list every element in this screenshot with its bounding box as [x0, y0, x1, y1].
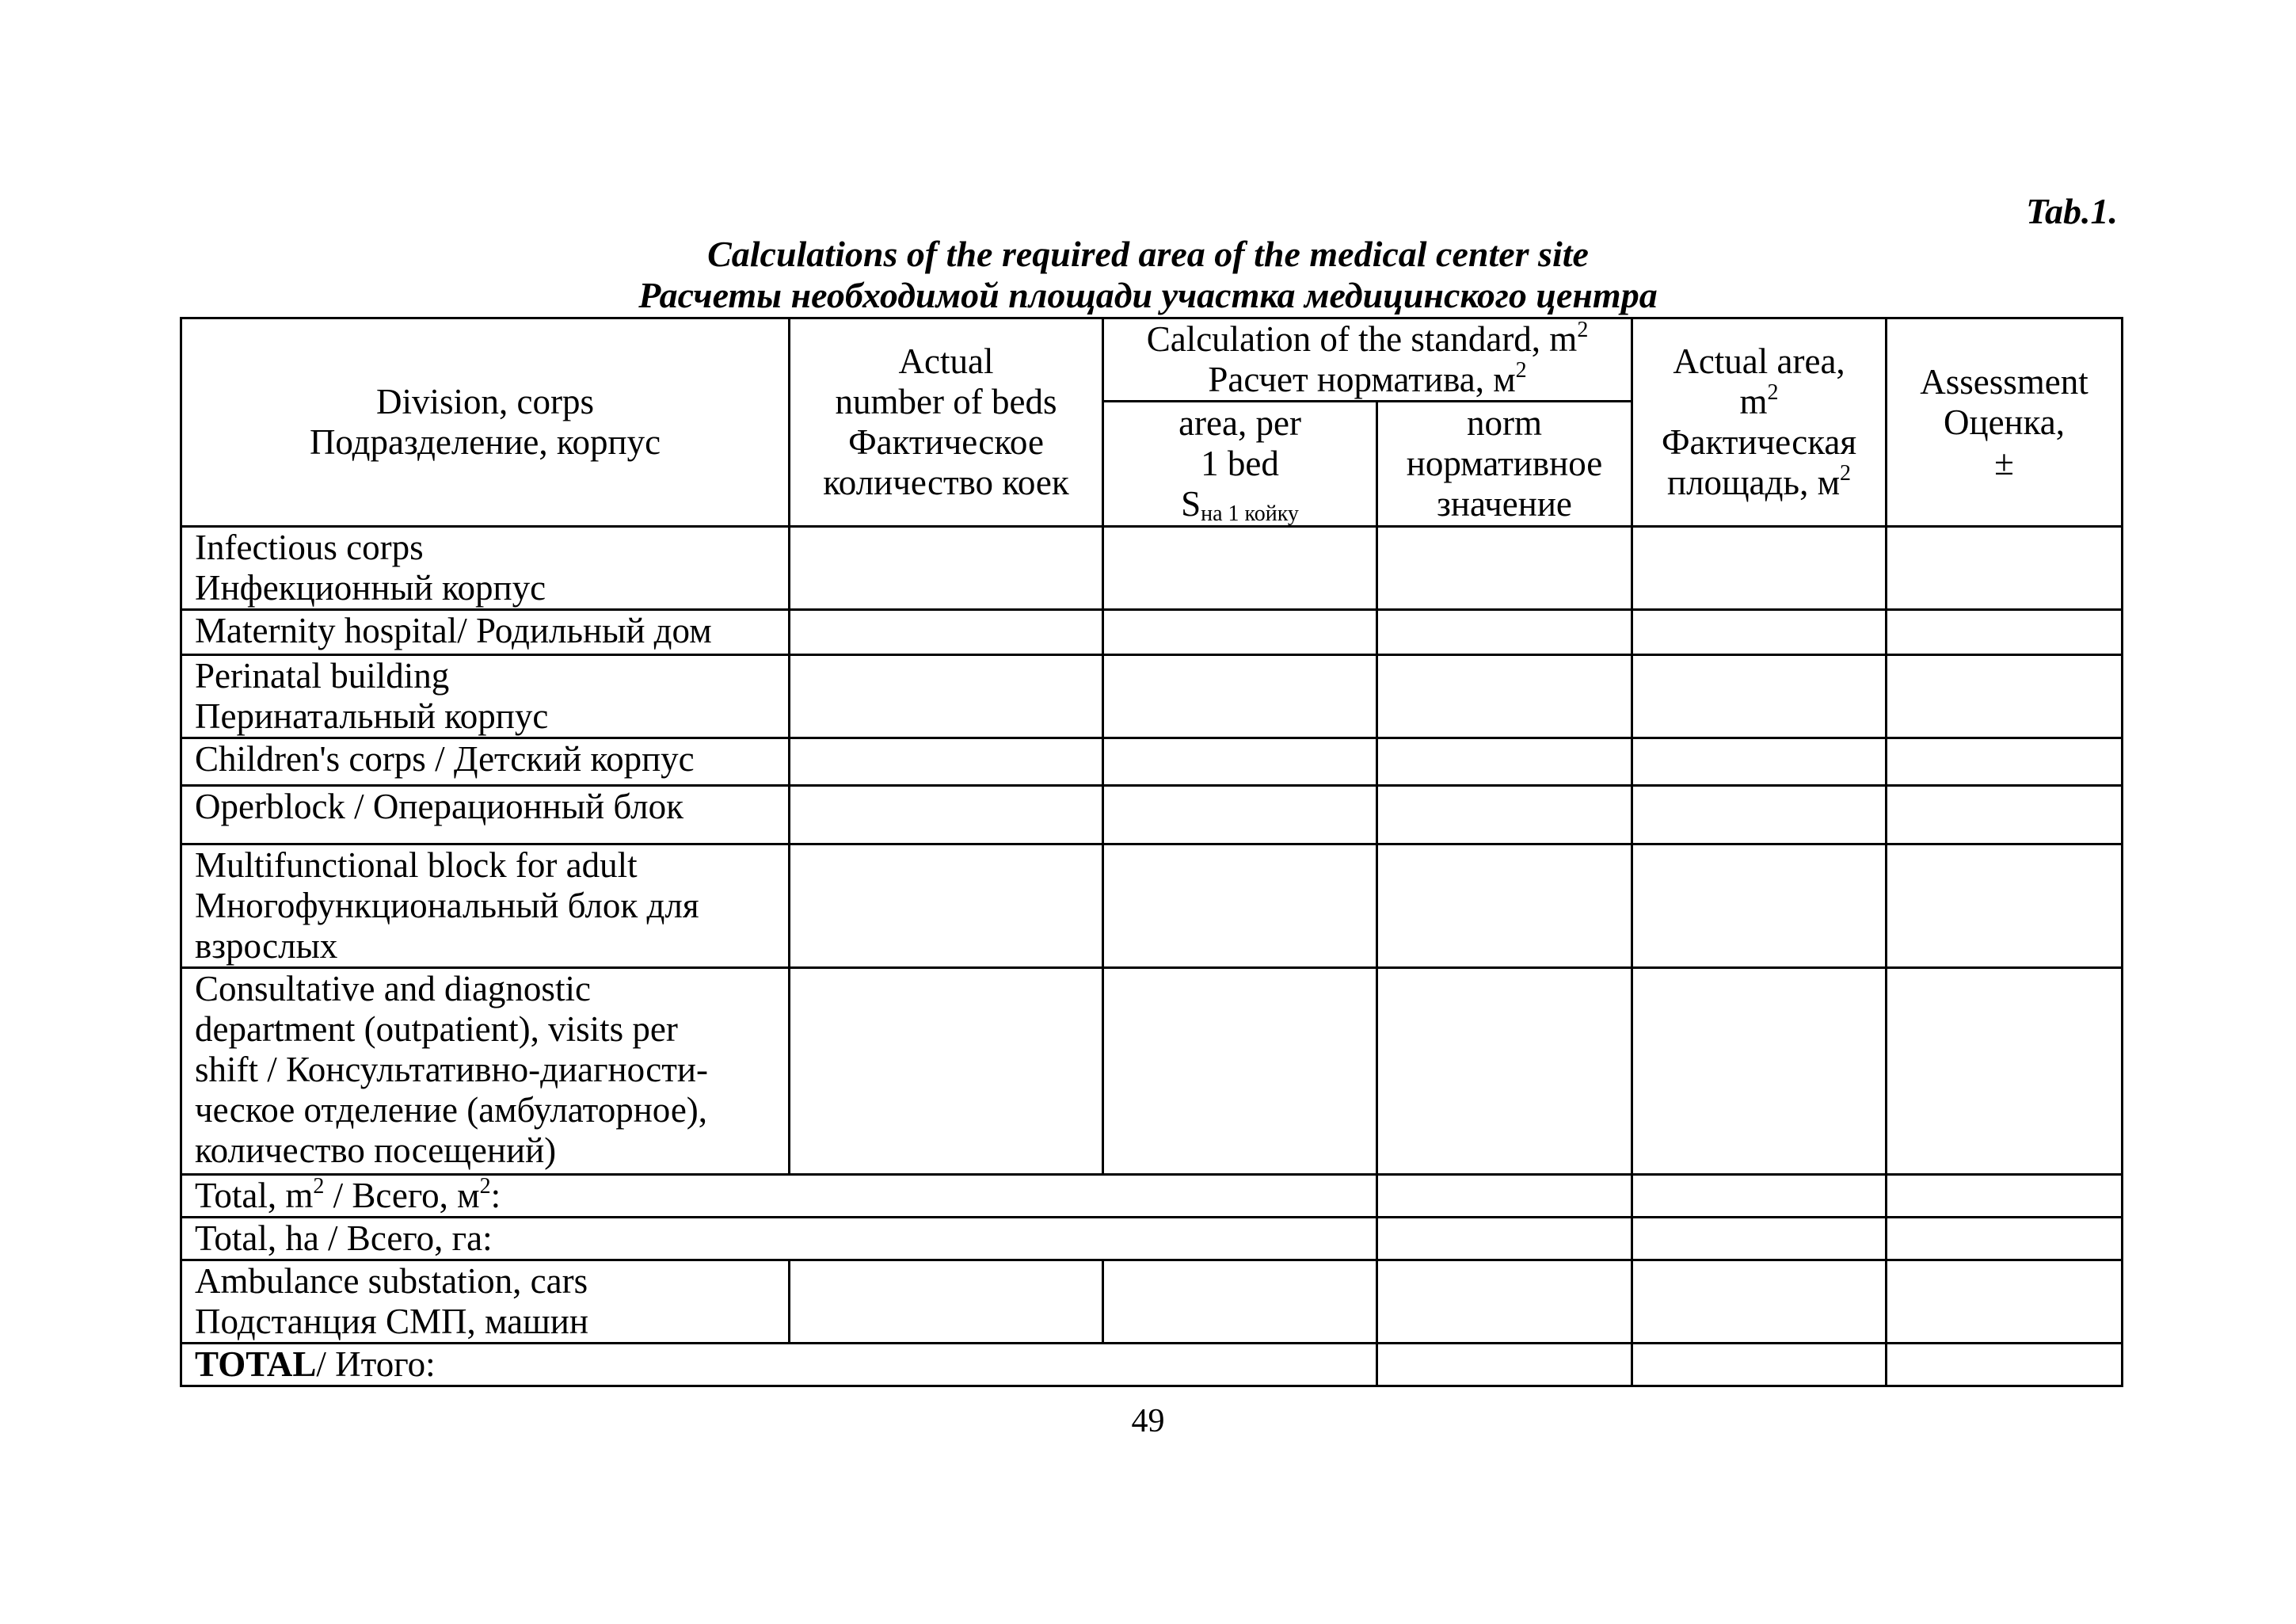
- cell-beds: [790, 655, 1103, 738]
- table-number-label: Tab.1.: [2026, 191, 2118, 231]
- cell-norm: [1377, 527, 1632, 610]
- cell-area-per-bed: [1103, 655, 1377, 738]
- row-label-infectious: Infectious corps Инфекционный корпус: [181, 527, 790, 610]
- cell-beds: [790, 1260, 1103, 1344]
- cell-area-per-bed: [1103, 786, 1377, 844]
- header-division: Division, corps Подразделение, корпус: [181, 318, 790, 527]
- table-row-multifunctional: [181, 844, 2123, 968]
- cell-assessment: [1887, 1344, 2123, 1386]
- calculation-table: [180, 317, 2123, 1387]
- cell-norm: [1377, 844, 1632, 968]
- cell-beds: [790, 738, 1103, 786]
- cell-actual-area: [1632, 1260, 1887, 1344]
- cell-assessment: [1887, 1260, 2123, 1344]
- cell-norm: [1377, 1218, 1632, 1260]
- cell-area-per-bed: [1103, 738, 1377, 786]
- table-row-total-ha: [181, 1218, 2123, 1260]
- cell-assessment: [1887, 1175, 2123, 1218]
- table-row-children: [181, 738, 2123, 786]
- header-norm-value: norm нормативное значение: [1377, 402, 1632, 527]
- cell-actual-area: [1632, 1218, 1887, 1260]
- cell-actual-area: [1632, 610, 1887, 655]
- table-row-perinatal: [181, 655, 2123, 738]
- cell-area-per-bed: [1103, 610, 1377, 655]
- cell-assessment: [1887, 844, 2123, 968]
- header-standard-calculation: Calculation of the standard, $m^2$ Расчет норматива, $м^2$: [1103, 318, 1632, 402]
- cell-norm: [1377, 1175, 1632, 1218]
- cell-norm: [1377, 655, 1632, 738]
- table-row-consultative: [181, 968, 2123, 1175]
- cell-area-per-bed: [1103, 968, 1377, 1175]
- cell-area-per-bed: [1103, 1260, 1377, 1344]
- table-row-maternity: [181, 610, 2123, 655]
- cell-assessment: [1887, 527, 2123, 610]
- cell-beds: [790, 786, 1103, 844]
- table-row-operblock: [181, 786, 2123, 844]
- cell-beds: [790, 968, 1103, 1175]
- cell-assessment: [1887, 786, 2123, 844]
- cell-norm: [1377, 786, 1632, 844]
- cell-assessment: [1887, 968, 2123, 1175]
- cell-assessment: [1887, 738, 2123, 786]
- cell-norm: [1377, 610, 1632, 655]
- cell-beds: [790, 610, 1103, 655]
- cell-beds: [790, 527, 1103, 610]
- row-label-perinatal: Perinatal building Перинатальный корпус: [181, 655, 790, 738]
- row-label-maternity: Maternity hospital/ Родильный дом: [181, 610, 790, 655]
- header-assessment: Assessment Оценка, ±: [1887, 318, 2123, 527]
- table-row-infectious: [181, 527, 2123, 610]
- table-row-ambulance: [181, 1260, 2123, 1344]
- header-area-per-bed: area, per 1 bed $S_{на 1 койку}$: [1103, 402, 1377, 527]
- header-actual-area: Actual area, $m^2$ Фактическая площадь, $м^2$: [1632, 318, 1887, 527]
- cell-assessment: [1887, 1218, 2123, 1260]
- row-label-total-ha: Total, ha / Всего, га:: [181, 1218, 1377, 1260]
- row-label-ambulance: Ambulance substation, cars Подстанция СМП, машин: [181, 1260, 790, 1344]
- table-row-grand-total: [181, 1344, 2123, 1386]
- table-title-english: Calculations of the required area of the medical center site: [707, 234, 1589, 274]
- cell-actual-area: [1632, 786, 1887, 844]
- cell-assessment: [1887, 655, 2123, 738]
- cell-actual-area: [1632, 527, 1887, 610]
- cell-actual-area: [1632, 655, 1887, 738]
- header-row-1: [181, 318, 2123, 402]
- cell-actual-area: [1632, 1175, 1887, 1218]
- cell-norm: [1377, 968, 1632, 1175]
- cell-area-per-bed: [1103, 844, 1377, 968]
- table-title-russian: Расчеты необходимой площади участка медицинского центра: [638, 275, 1658, 315]
- row-label-grand-total: TOTAL/ Итого:: [181, 1344, 1377, 1386]
- row-label-total-m2: Total, $m^2$ / Всего, $м^2$:: [181, 1175, 1377, 1218]
- cell-beds: [790, 844, 1103, 968]
- header-actual-beds: Actual number of beds Фактическое количество коек: [790, 318, 1103, 527]
- cell-area-per-bed: [1103, 527, 1377, 610]
- table-row-total-m2: [181, 1175, 2123, 1218]
- row-label-consultative: Consultative and diagnostic department (outpatient), visits per shift / Консультативно-диагности- ческое отделение (амбулаторное), количество посещений): [181, 968, 790, 1175]
- cell-norm: [1377, 1344, 1632, 1386]
- row-label-operblock: Operblock / Операционный блок: [181, 786, 790, 844]
- cell-assessment: [1887, 610, 2123, 655]
- cell-actual-area: [1632, 1344, 1887, 1386]
- row-label-multifunctional: Multifunctional block for adult Многофункциональный блок для взрослых: [181, 844, 790, 968]
- row-label-children: Children's corps / Детский корпус: [181, 738, 790, 786]
- page-number: 49: [1131, 1403, 1165, 1439]
- cell-norm: [1377, 1260, 1632, 1344]
- cell-actual-area: [1632, 844, 1887, 968]
- cell-actual-area: [1632, 738, 1887, 786]
- cell-norm: [1377, 738, 1632, 786]
- cell-actual-area: [1632, 968, 1887, 1175]
